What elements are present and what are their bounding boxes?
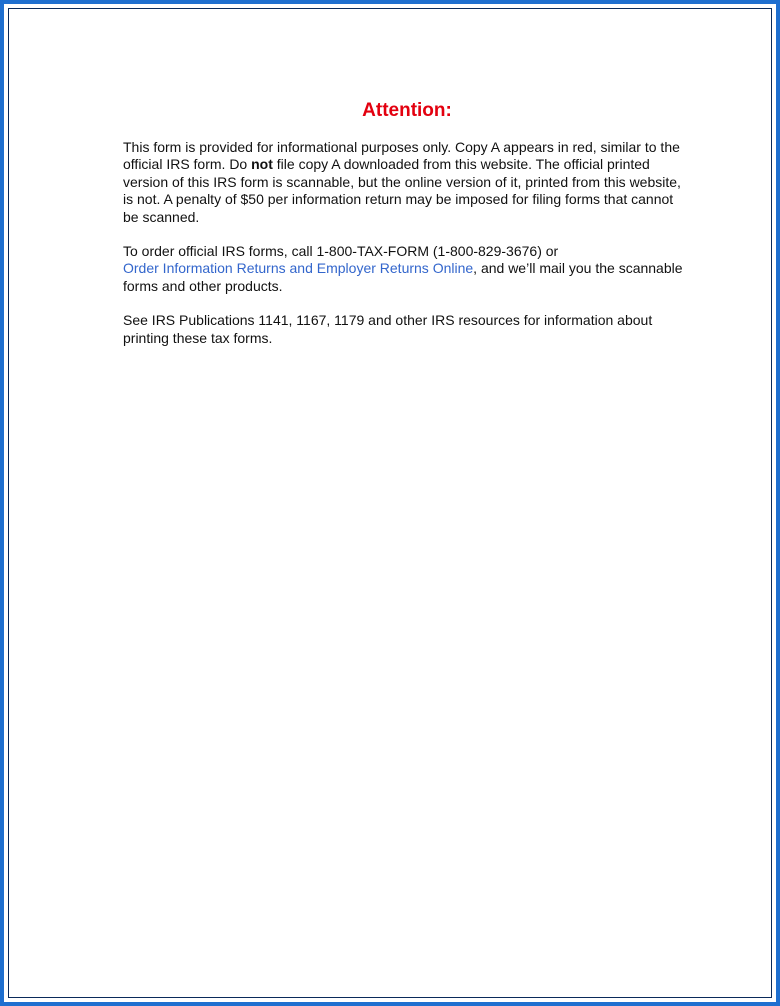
attention-notice (123, 99, 683, 364)
order-information-returns-link[interactable]: Order Information Returns and Employer Returns Online (123, 260, 474, 277)
paragraph2-text-start: To order official IRS forms, call 1-800-TAX-FORM (1-800-829-3676) or (123, 243, 559, 260)
publications-paragraph: See IRS Publications 1141, 1167, 1179 and other IRS resources for information about printing these tax forms. (123, 312, 653, 346)
notice-heading: Attention: (362, 100, 452, 121)
paragraph2-text-end: , and we’ll mail you the scannable forms and other products. (123, 260, 683, 294)
informational-purposes-paragraph (123, 139, 683, 226)
paragraph1-emphasis: not (251, 156, 273, 173)
paragraph1-text-start: This form is provided for informational purposes only. Copy A appears in red, similar to the official IRS form. Do (123, 139, 680, 173)
order-forms-paragraph (123, 243, 683, 295)
paragraph1-text-end: file copy A downloaded from this website. The official printed version of this IRS form is scannable, but the online version of it, printed from this website, is not. A penalty of $50 per information return may be imposed for filing forms that cannot be scanned. (123, 156, 681, 225)
